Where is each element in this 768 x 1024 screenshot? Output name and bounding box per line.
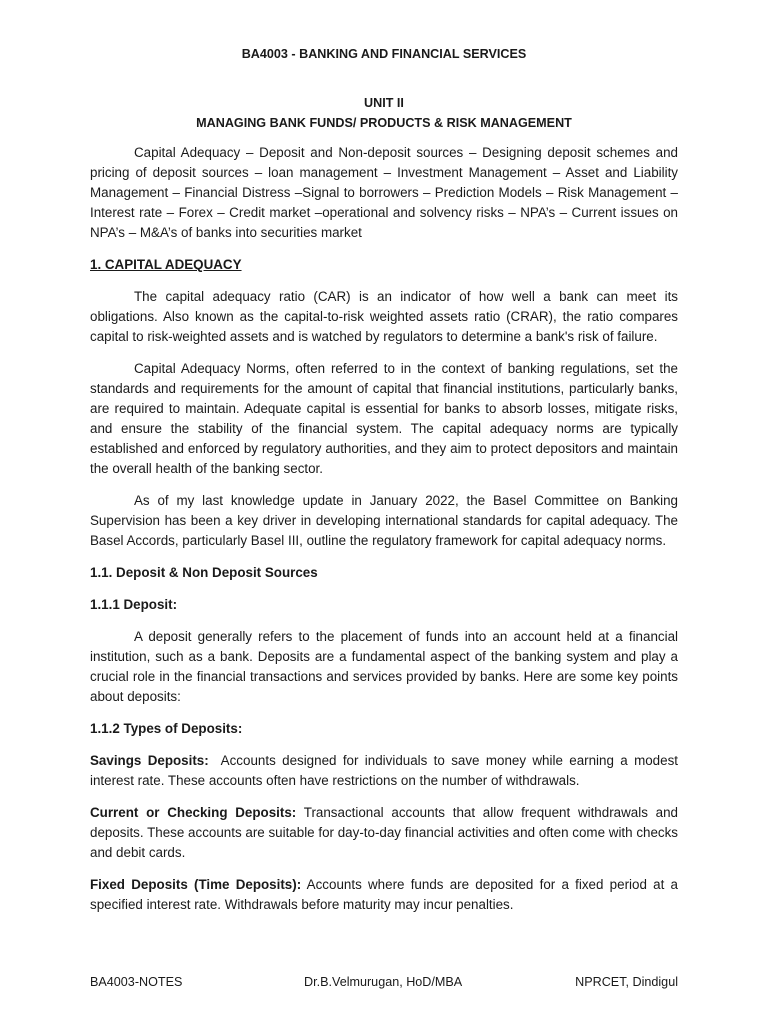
car-definition-paragraph: The capital adequacy ratio (CAR) is an indicator of how well a bank can meet its obligations. Also known as the capital-to-risk weighted assets ratio (CRAR), the ratio compares capital to risk-weighted assets and is watched by regulators to determine a bank's risk of failure.: [90, 289, 678, 344]
section-heading-deposit-sources: 1.1. Deposit & Non Deposit Sources: [90, 565, 318, 580]
deposit-type-term: Fixed Deposits (Time Deposits):: [90, 877, 302, 892]
capital-norms-paragraph: Capital Adequacy Norms, often referred to in the context of banking regulations, set the standards and requirements for the amount of capital that financial institutions, particularly banks, are required to maintain. Adequate capital is essential for banks to absorb losses, mitigate risks, and ensure the stability of the financial system. The capital adequacy norms are typically established and enforced by regulatory authorities, and they aim to protect depositors and maintain the overall health of the banking sector.: [90, 361, 678, 476]
section-heading-types-of-deposits: 1.1.2 Types of Deposits:: [90, 721, 243, 736]
page-footer: [90, 972, 678, 992]
unit-title: MANAGING BANK FUNDS/ PRODUCTS & RISK MANAGEMENT: [196, 116, 572, 130]
section-heading-capital-adequacy: 1. CAPITAL ADEQUACY: [90, 257, 242, 272]
deposit-type-savings: [90, 751, 682, 791]
deposit-type-description: Transactional accounts that allow frequent withdrawals and deposits. These accounts are suitable for day-to-day financial activities and often come with checks and debit cards.: [90, 805, 682, 860]
deposit-type-term: Current or Checking Deposits:: [90, 805, 297, 820]
syllabus-paragraph: Capital Adequacy – Deposit and Non-deposit sources – Designing deposit schemes and pricing of deposit sources – loan management – Investment Management – Asset and Liability Management – Financial Distress –Signal to borrowers – Prediction Models – Risk Management – Interest rate – Forex – Credit market –operational and solvency risks – NPA’s – Current issues on NPA’s – M&A’s of banks into securities market: [90, 145, 678, 240]
deposit-type-term: Savings Deposits:: [90, 753, 209, 768]
deposit-type-description: Accounts designed for individuals to save money while earning a modest interest rate. These accounts often have restrictions on the number of withdrawals.: [90, 753, 682, 788]
footer-course-code: BA4003-NOTES: [90, 975, 183, 989]
deposit-type-current: [90, 803, 682, 863]
unit-label: UNIT II: [364, 96, 404, 110]
basel-paragraph: As of my last knowledge update in January 2022, the Basel Committee on Banking Supervision has been a key driver in developing international standards for capital adequacy. The Basel Accords, particularly Basel III, outline the regulatory framework for capital adequacy norms.: [90, 493, 678, 548]
footer-author: Dr.B.Velmurugan, HoD/MBA: [304, 975, 463, 989]
deposit-definition-paragraph: A deposit generally refers to the placement of funds into an account held at a financial institution, such as a bank. Deposits are a fundamental aspect of the banking system and play a crucial role in the financial transactions and services provided by banks. Here are some key points about deposits:: [90, 629, 678, 704]
section-heading-deposit: 1.1.1 Deposit:: [90, 597, 178, 612]
course-title: BA4003 - BANKING AND FINANCIAL SERVICES: [241, 47, 527, 61]
page-content: [90, 44, 682, 927]
deposit-type-fixed: [90, 875, 682, 915]
footer-institution: NPRCET, Dindigul: [575, 975, 678, 989]
deposit-type-description: Accounts where funds are deposited for a fixed period at a specified interest rate. Withdrawals before maturity may incur penalties.: [90, 877, 682, 912]
